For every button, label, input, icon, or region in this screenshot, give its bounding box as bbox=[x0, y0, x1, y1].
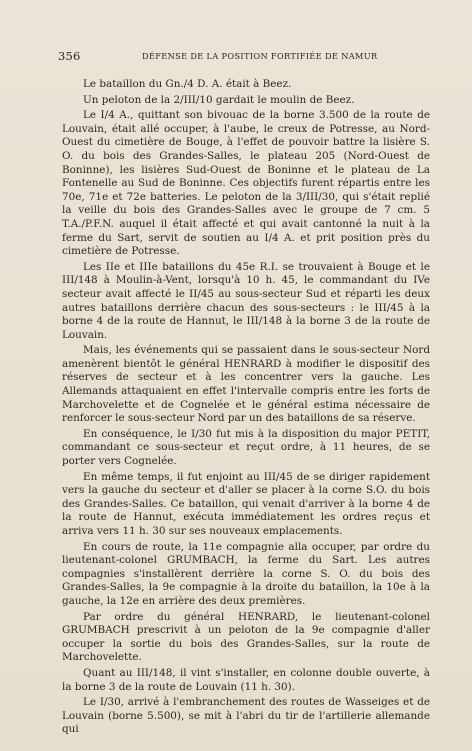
page-number: 356 bbox=[58, 49, 81, 63]
paragraph: Le I/30, arrivé à l'embranchement des routes de Wasseiges et de Louvain (borne 5.500), se mit à l'abri du tir de l'artillerie allemande qui bbox=[62, 696, 430, 736]
page-header bbox=[58, 49, 424, 65]
paragraph: Par ordre du général HENRARD, le lieutenant-colonel GRUMBACH prescrivit à un peloton de la 9e compagnie d'aller occuper la sortie du bois des Grandes-Salles, sur la route de Marchovelette. bbox=[62, 610, 430, 664]
paragraph: Le bataillon du Gn./4 D. A. était à Beez. bbox=[83, 78, 292, 90]
paragraph: En même temps, il fut enjoint au III/45 de se diriger rapidement vers la gauche du secteur et d'aller se placer à la corne S.O. du bois des Grandes-Salles. Ce bataillon, qui venait d'arriver à la borne 4 de la route de Hannut, exécuta immédiatement les ordres reçus et arriva vers 11 h. 30 sur ses nouveaux emplacements. bbox=[62, 470, 430, 537]
page-body bbox=[62, 78, 430, 739]
paragraph: En conséquence, le I/30 fut mis à la disposition du major PETIT, commandant ce sous-secteur et reçut ordre, à 11 heures, de se porter vers Cognelée. bbox=[62, 427, 430, 468]
paragraph: Mais, les événements qui se passaient dans le sous-secteur Nord amenèrent bientôt le général HENRARD à modifier le dispositif des réserves de secteur et à les concentrer vers la gauche. Les Allemands attaquaient en effet l'intervalle compris entre les forts de Marchovelette et de Cognelée et le général estima nécessaire de renforcer le sous-secteur Nord par un des bataillons de sa réserve. bbox=[62, 344, 430, 425]
paragraph: Les IIe et IIIe bataillons du 45e R.I. se trouvaient à Bouge et le III/148 à Moulin-à-Vent, lorsqu'à 10 h. 45, le commandant du IVe secteur avait affecté le II/45 au sous-secteur Sud et réparti les deux autres bataillons derrière chacun des sous-secteurs : le III/45 à la borne 4 de la route de Hannut, le III/148 à la borne 3 de la route de Louvain. bbox=[62, 260, 430, 341]
paragraph: Un peloton de la 2/III/10 gardait le moulin de Beez. bbox=[83, 93, 355, 106]
paragraph: En cours de route, la 11e compagnie alla occuper, par ordre du lieutenant-colonel GRUMBACH, la ferme du Sart. Les autres compagnies s'installèrent derrière la corne S. O. du bois des Grandes-Salles, la 9e compagnie à la droite du bataillon, la 10e à la gauche, la 12e en arrière des deux premières. bbox=[62, 540, 430, 607]
paragraph: Le I/4 A., quittant son bivouac de la borne 3.500 de la route de Louvain, était allé occuper, à l'aube, le creux de Potresse, au Nord-Ouest du cimetière de Bouge, à l'effet de pouvoir battre la lisière S. O. du bois des Grandes-Salles, le plateau 205 (Nord-Ouest de Boninne), les lisières Sud-Ouest de Boninne et le plateau de La Fontenelle au Sud de Boninne. Ces objectifs furent répartis entre les 70e, 71e et 72e batteries. Le peloton de la 3/III/30, qui s'était replié la veille du bois des Grandes-Salles avec le groupe de 7 cm. 5 T.A./P.F.N. auquel il était affecté et qui avait cantonné la nuit à la ferme du Sart, servit de soutien au I/4 A. et prit position près du cimetière de Potresse. bbox=[62, 109, 430, 258]
running-title: DÉFENSE DE LA POSITION FORTIFIÉE DE NAMUR bbox=[142, 51, 378, 61]
paragraph: Quant au III/148, il vint s'installer, en colonne double ouverte, à la borne 3 de la route de Louvain (11 h. 30). bbox=[62, 666, 430, 693]
